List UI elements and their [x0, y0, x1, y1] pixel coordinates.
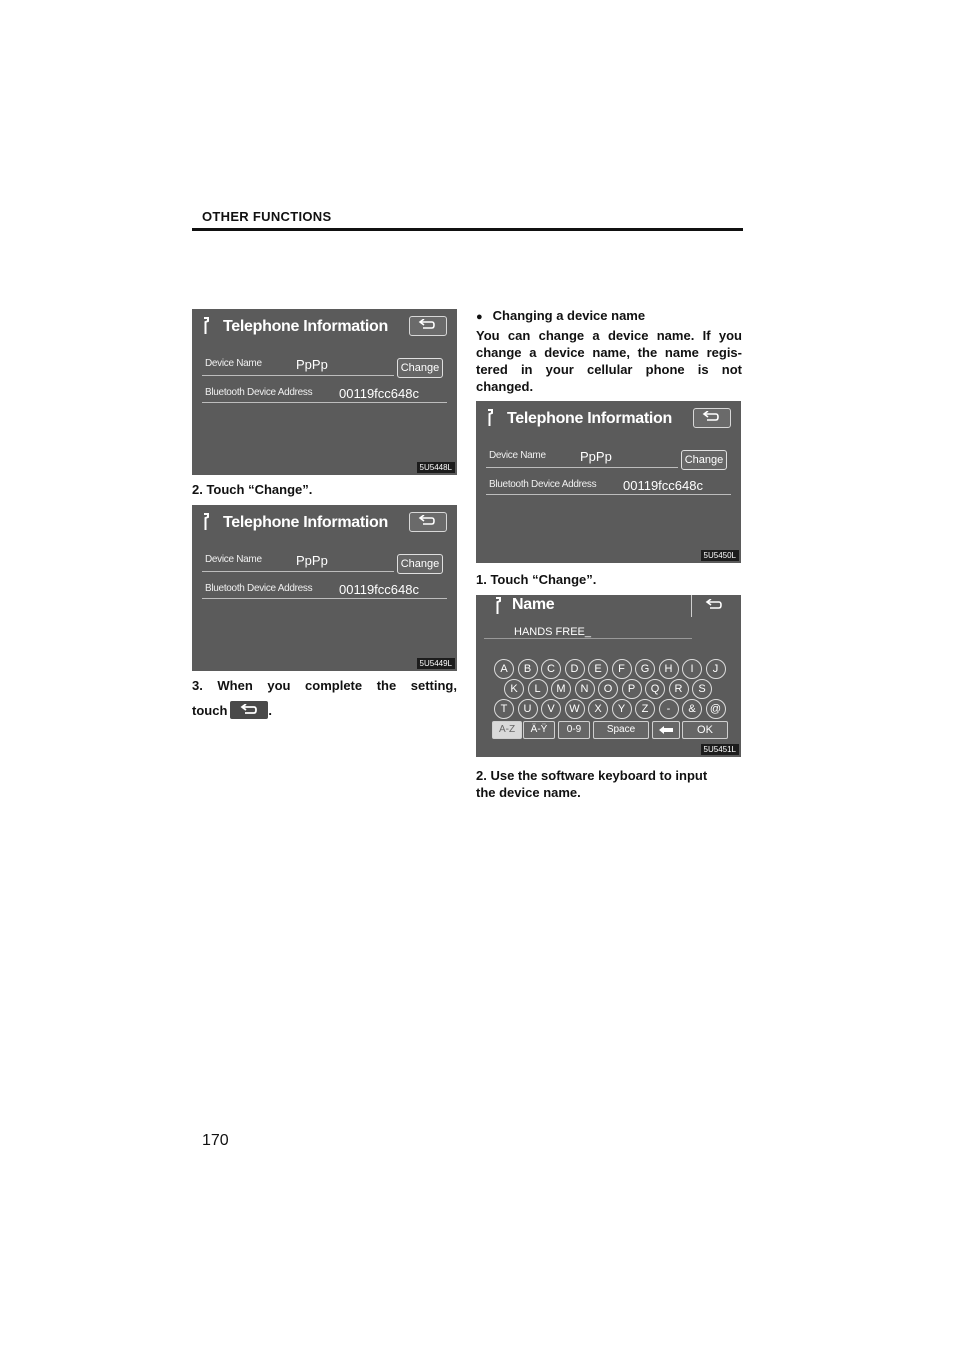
figure-code: 5U5451L [701, 744, 739, 755]
key-symbol[interactable]: & [682, 699, 702, 719]
key-f[interactable]: F [612, 659, 632, 679]
key-s[interactable]: S [692, 679, 712, 699]
change-button[interactable]: Change [397, 554, 443, 574]
return-arrow-icon [418, 319, 436, 331]
key-j[interactable]: J [706, 659, 726, 679]
back-button[interactable] [697, 597, 733, 615]
right-step-1: 1. Touch “Change”. [476, 572, 597, 587]
back-button[interactable] [693, 408, 731, 428]
bt-address-value: 00119fcc648c [339, 582, 419, 597]
row-divider [486, 494, 731, 495]
mode-accent-button[interactable]: Ä-Ÿ [523, 721, 555, 739]
key-v[interactable]: V [541, 699, 561, 719]
delete-button[interactable] [652, 721, 680, 739]
para-line-4: changed. [476, 379, 534, 394]
device-name-label: Device Name [205, 554, 262, 565]
screen-telephone-info-3 [476, 401, 741, 563]
name-input[interactable]: HANDS FREE_ [514, 626, 592, 638]
figure-code: 5U5450L [701, 550, 739, 561]
return-arrow-icon [705, 599, 723, 611]
phone-icon [494, 597, 502, 615]
key-e[interactable]: E [588, 659, 608, 679]
space-button[interactable]: Space [593, 721, 649, 739]
device-name-label: Device Name [205, 358, 262, 369]
key-l[interactable]: L [528, 679, 548, 699]
key-o[interactable]: O [598, 679, 618, 699]
right-step-2-line1: 2. Use the software keyboard to input [476, 768, 708, 783]
bullet: ● [476, 311, 483, 323]
key-a[interactable]: A [494, 659, 514, 679]
key-c[interactable]: C [541, 659, 561, 679]
device-name-value: PpPp [296, 553, 328, 568]
subheading [476, 306, 645, 327]
bt-address-label: Bluetooth Device Address [489, 479, 597, 490]
return-arrow-icon [240, 704, 258, 716]
intro-paragraph [476, 327, 742, 395]
para-line-3: tered in your cellular phone is not [476, 362, 742, 377]
para-line-2: change a device name, the name regis- [476, 345, 742, 360]
header-rule [192, 228, 743, 231]
key-x[interactable]: X [588, 699, 608, 719]
key-q[interactable]: Q [645, 679, 665, 699]
left-step-3-line1: 3. When you complete the setting, [192, 678, 457, 693]
screen-telephone-info-1 [192, 309, 457, 475]
key-z[interactable]: Z [635, 699, 655, 719]
key-symbol[interactable]: - [659, 699, 679, 719]
mode-az-button[interactable]: A-Z [492, 721, 522, 739]
figure-code: 5U5449L [417, 658, 455, 669]
device-name-label: Device Name [489, 450, 546, 461]
step-3-prefix: touch [192, 703, 228, 718]
input-underline [484, 638, 692, 639]
bt-address-label: Bluetooth Device Address [205, 387, 313, 398]
screen-title: Telephone Information [223, 318, 388, 335]
row-divider [486, 467, 678, 468]
backspace-arrow-icon [659, 726, 673, 734]
key-i[interactable]: I [682, 659, 702, 679]
device-name-value: PpPp [580, 449, 612, 464]
key-b[interactable]: B [518, 659, 538, 679]
key-n[interactable]: N [575, 679, 595, 699]
left-step-3-line2 [192, 701, 272, 721]
key-d[interactable]: D [565, 659, 585, 679]
key-k[interactable]: K [504, 679, 524, 699]
bt-address-label: Bluetooth Device Address [205, 583, 313, 594]
row-divider [202, 598, 447, 599]
row-divider [202, 375, 394, 376]
mode-number-button[interactable]: 0-9 [558, 721, 590, 739]
screen-telephone-info-2 [192, 505, 457, 671]
screen-title: Telephone Information [223, 514, 388, 531]
back-button[interactable] [409, 316, 447, 336]
back-button[interactable] [409, 512, 447, 532]
key-h[interactable]: H [659, 659, 679, 679]
step-3-suffix: . [268, 703, 273, 718]
screen-title: Name [512, 596, 555, 613]
return-arrow-icon [418, 515, 436, 527]
key-y[interactable]: Y [612, 699, 632, 719]
title-divider [691, 595, 692, 617]
key-g[interactable]: G [635, 659, 655, 679]
inline-back-button-icon [230, 701, 268, 719]
right-step-2-line2: the device name. [476, 785, 581, 800]
change-button[interactable]: Change [397, 358, 443, 378]
ok-button[interactable]: OK [682, 721, 728, 739]
device-name-value: PpPp [296, 357, 328, 372]
row-divider [202, 571, 394, 572]
para-line-1: You can change a device name. If you [476, 328, 742, 343]
screen-title: Telephone Information [507, 410, 672, 427]
page-number: 170 [202, 1132, 229, 1149]
phone-icon [202, 513, 210, 531]
left-step-2: 2. Touch “Change”. [192, 482, 313, 497]
bt-address-value: 00119fcc648c [623, 478, 703, 493]
return-arrow-icon [702, 411, 720, 423]
key-t[interactable]: T [494, 699, 514, 719]
phone-icon [202, 317, 210, 335]
screen-name-keyboard [476, 595, 741, 757]
section-title: OTHER FUNCTIONS [202, 209, 332, 224]
subheading-text: Changing a device name [492, 308, 646, 323]
key-symbol[interactable]: @ [706, 699, 726, 719]
key-u[interactable]: U [518, 699, 538, 719]
phone-icon [486, 409, 494, 427]
row-divider [202, 402, 447, 403]
bt-address-value: 00119fcc648c [339, 386, 419, 401]
key-r[interactable]: R [669, 679, 689, 699]
figure-code: 5U5448L [417, 462, 455, 473]
key-w[interactable]: W [565, 699, 585, 719]
change-button[interactable]: Change [681, 450, 727, 470]
key-m[interactable]: M [551, 679, 571, 699]
key-p[interactable]: P [622, 679, 642, 699]
